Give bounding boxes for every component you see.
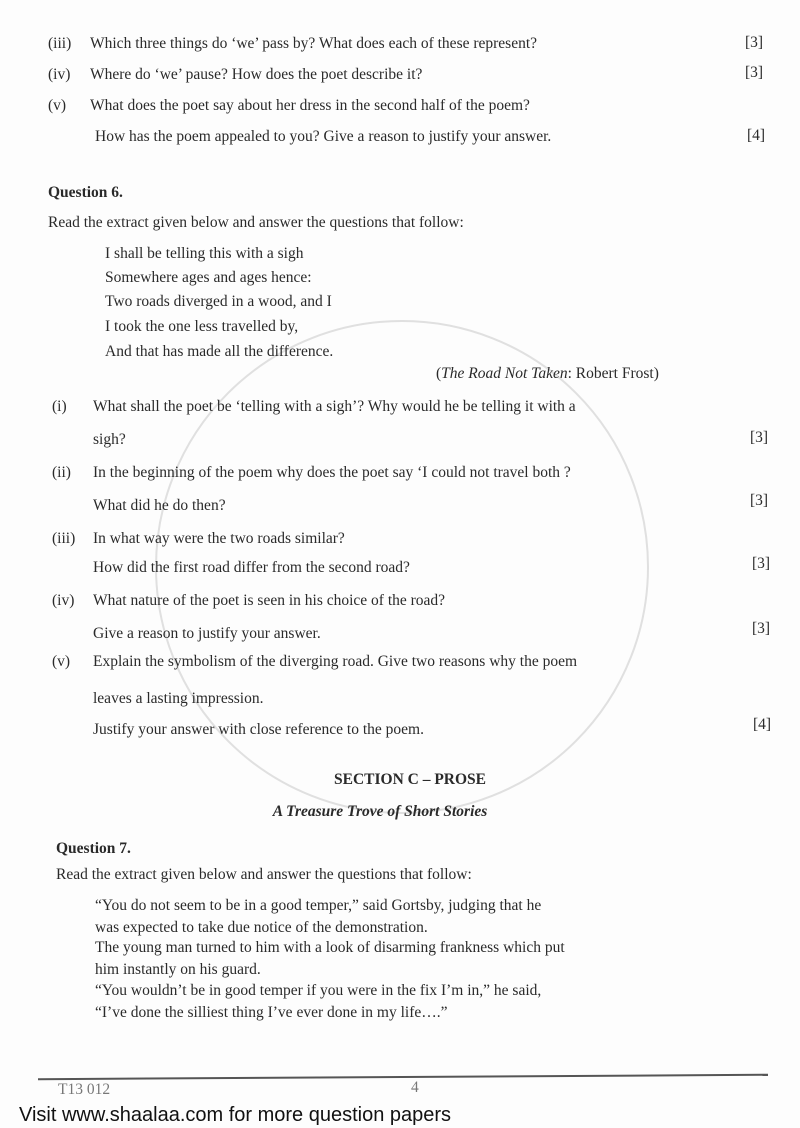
marks: [3] <box>750 492 769 509</box>
extract-line: “I’ve done the silliest thing I’ve ever done in my life….” <box>95 1004 448 1021</box>
q5-part-text: How has the poem appealed to you? Give a reason to justify your answer. <box>95 128 552 145</box>
marks: [3] <box>745 34 764 51</box>
part-num: (iv) <box>52 592 75 609</box>
poet-name: : Robert Frost) <box>567 365 659 382</box>
site-banner[interactable]: Visit www.shaalaa.com for more question papers <box>19 1104 452 1126</box>
marks: [3] <box>745 64 764 81</box>
poem-line: Two roads diverged in a wood, and I <box>105 293 332 310</box>
part-num: (v) <box>52 653 71 670</box>
part-text: Give a reason to justify your answer. <box>93 625 321 642</box>
part-num: (ii) <box>52 464 71 481</box>
extract-line: him instantly on his guard. <box>95 961 261 978</box>
attribution <box>436 365 659 383</box>
marks: [4] <box>753 716 772 733</box>
q5-part-num: (iv) <box>48 66 71 83</box>
poem-line: Somewhere ages and ages hence: <box>105 269 312 286</box>
part-text: How did the first road differ from the second road? <box>93 559 410 576</box>
part-text: What did he do then? <box>93 497 226 514</box>
poem-line: And that has made all the difference. <box>105 343 334 360</box>
poem-line: I shall be telling this with a sigh <box>105 245 304 262</box>
paper-code: T13 012 <box>58 1081 111 1098</box>
section-title: SECTION C – PROSE <box>333 771 487 788</box>
marks: [4] <box>747 127 766 144</box>
instruction: Read the extract given below and answer the questions that follow: <box>48 214 464 231</box>
part-text: Explain the symbolism of the diverging road. Give two reasons why the poem <box>93 653 578 670</box>
extract-line: “You wouldn’t be in good temper if you were in the fix I’m in,” he said, <box>95 982 542 999</box>
part-text: Justify your answer with close reference to the poem. <box>93 721 424 738</box>
q5-part-text: What does the poet say about her dress in the second half of the poem? <box>90 97 530 114</box>
section-subtitle: A Treasure Trove of Short Stories <box>272 803 488 820</box>
part-text: In the beginning of the poem why does the poet say ‘I could not travel both ? <box>93 464 571 481</box>
part-text: leaves a lasting impression. <box>93 690 264 707</box>
poem-title: The Road Not Taken <box>441 365 568 382</box>
part-num: (iii) <box>52 530 76 547</box>
instruction: Read the extract given below and answer the questions that follow: <box>56 866 472 883</box>
q5-part-text: Where do ‘we’ pause? How does the poet describe it? <box>90 66 423 83</box>
part-text: What nature of the poet is seen in his choice of the road? <box>93 592 446 609</box>
q5-part-num: (v) <box>48 97 67 114</box>
part-text: sigh? <box>93 431 126 448</box>
question-heading: Question 6. <box>48 184 123 201</box>
extract-line: was expected to take due notice of the demonstration. <box>95 919 428 936</box>
question-heading: Question 7. <box>56 840 131 857</box>
marks: [3] <box>752 620 771 637</box>
part-text: In what way were the two roads similar? <box>93 530 345 547</box>
q5-part-text: Which three things do ‘we’ pass by? What does each of these represent? <box>90 35 538 52</box>
extract-line: “You do not seem to be in a good temper,” said Gortsby, judging that he <box>95 897 542 914</box>
marks: [3] <box>750 429 769 446</box>
paren: ( <box>436 365 442 382</box>
part-num: (i) <box>52 398 67 415</box>
marks: [3] <box>752 555 771 572</box>
footer-rule <box>38 1074 768 1080</box>
page-number: 4 <box>411 1079 419 1096</box>
poem-line: I took the one less travelled by, <box>105 318 299 335</box>
part-text: What shall the poet be ‘telling with a sigh’? Why would he be telling it with a <box>93 398 576 415</box>
q5-part-num: (iii) <box>48 35 72 52</box>
extract-line: The young man turned to him with a look of disarming frankness which put <box>95 939 565 956</box>
